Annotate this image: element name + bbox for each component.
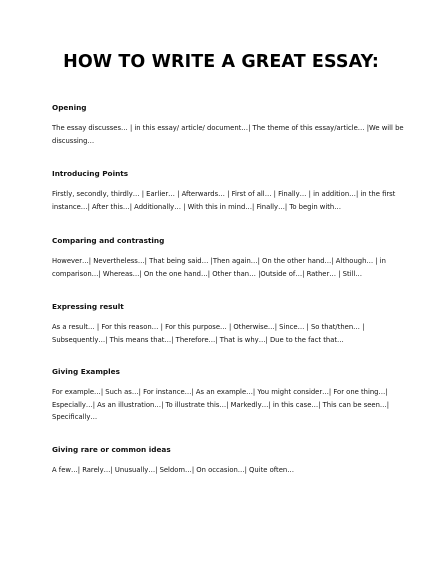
section-body	[52, 122, 404, 147]
section-opening	[52, 103, 404, 147]
body-line: However…| Nevertheless…| That being said… |Then again…| On the other hand…| Although… | in	[52, 257, 386, 265]
body-line: Firstly, secondly, thirdly… | Earlier… | Afterwards… | First of all… | Finally… | in addition…| in the first	[52, 190, 396, 198]
section-heading: Comparing and contrasting	[52, 236, 165, 245]
body-line: As a result… | For this reason… | For this purpose… | Otherwise…| Since… | So that/then… |	[52, 323, 365, 331]
section-body	[52, 255, 386, 280]
body-line: A few…| Rarely…| Unusually…| Seldom…| On occasion…| Quite often…	[52, 466, 294, 474]
section-heading: Introducing Points	[52, 169, 129, 178]
section-body	[52, 188, 395, 213]
body-line: Especially…| As an illustration…| To illustrate this…| Markedly…| in this case…| This can be seen…|	[52, 400, 390, 409]
section-heading: Giving Examples	[52, 367, 120, 376]
section-body	[52, 386, 389, 424]
body-line: comparison…| Whereas…| On the one hand…| Other than… |Outside of…| Rather… | Still…	[52, 269, 363, 278]
section-comparing-contrasting	[52, 236, 386, 280]
section-heading: Expressing result	[52, 302, 124, 311]
section-heading: Giving rare or common ideas	[52, 445, 171, 454]
body-line: Subsequently…| This means that…| Therefore…| That is why…| Due to the fact that…	[52, 335, 344, 344]
section-body	[52, 464, 294, 477]
section-rare-common-ideas	[52, 445, 294, 477]
section-introducing-points	[52, 169, 395, 213]
section-heading: Opening	[52, 103, 87, 112]
body-line: For example…| Such as…| For instance…| As an example…| You might consider…| For one thing…|	[52, 388, 388, 396]
body-line: The essay discusses… | in this essay/ article/ document…| The theme of this essay/article… |We will be	[52, 124, 404, 132]
page-title: HOW TO WRITE A GREAT ESSAY:	[63, 52, 379, 72]
body-line: Specifically…	[52, 413, 98, 421]
body-line: discussing…	[52, 136, 95, 145]
section-giving-examples	[52, 367, 389, 424]
section-expressing-result	[52, 302, 364, 346]
body-line: instance…| After this…| Additionally… | With this in mind…| Finally…| To begin with…	[52, 202, 342, 211]
section-body	[52, 321, 364, 346]
